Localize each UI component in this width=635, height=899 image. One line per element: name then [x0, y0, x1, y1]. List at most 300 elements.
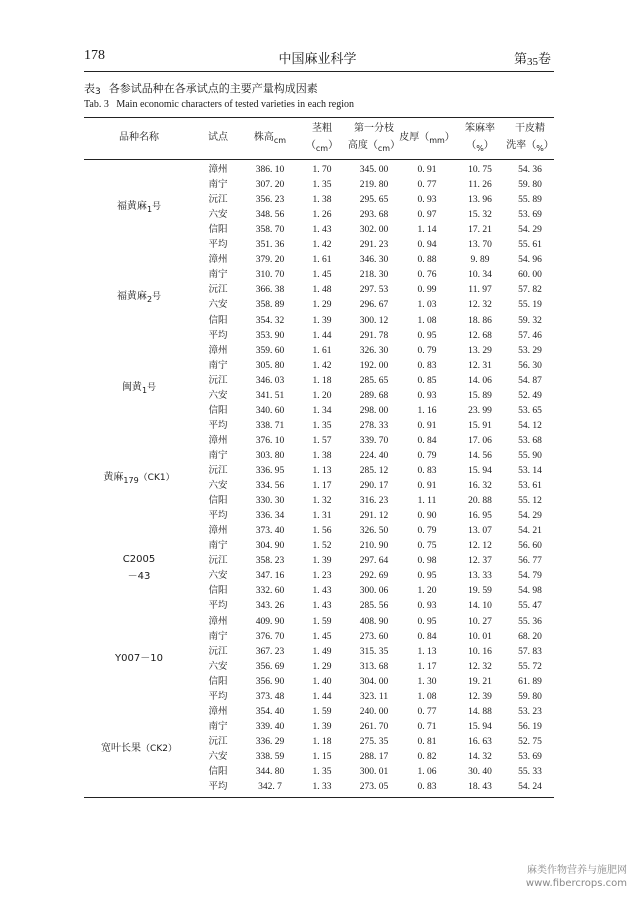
- volume-label: [514, 48, 551, 68]
- cell-site: 六安: [208, 299, 228, 311]
- cell-stem: 1. 70: [312, 165, 332, 175]
- cell-site: 信阳: [208, 585, 228, 597]
- cell-bark: 0. 81: [417, 736, 437, 747]
- cell-height: 305. 80: [255, 360, 285, 371]
- cell-dry: 56. 60: [518, 541, 542, 552]
- cell-height: 376. 70: [255, 631, 285, 642]
- cell-stem: 1. 32: [312, 496, 332, 507]
- cell-stem: 1. 35: [312, 767, 332, 777]
- cell-stem: 1. 39: [312, 556, 332, 567]
- cell-height: 344. 80: [255, 767, 285, 777]
- cell-fiber: 13. 29: [468, 345, 492, 356]
- cell-fiber: 11. 26: [468, 180, 492, 191]
- cell-site: 六安: [208, 660, 228, 672]
- cell-height: 373. 48: [255, 691, 285, 702]
- variety-name-main: 宽叶长果: [101, 742, 142, 754]
- table-header-rule: [84, 159, 554, 160]
- cell-height: 351. 36: [255, 240, 285, 251]
- variety-name-main: 黄麻: [103, 472, 124, 484]
- cell-bark: 1. 16: [417, 405, 437, 416]
- cell-site: 沅江: [208, 374, 228, 386]
- variety-name-suffix: 号: [152, 292, 162, 303]
- cell-branch: 285. 12: [359, 466, 389, 476]
- cell-site: 漳州: [208, 615, 228, 627]
- cell-fiber: 13. 33: [468, 571, 492, 582]
- cell-dry: 56. 30: [518, 360, 542, 371]
- cell-fiber: 10. 27: [468, 616, 492, 627]
- cell-fiber: 12. 68: [468, 330, 492, 341]
- journal-title: 中国麻业科学: [278, 52, 357, 67]
- variety-name-suffix: （CK1）: [138, 473, 175, 484]
- col-stem: 茎粗 $(_{cm})$: [305, 123, 339, 153]
- table-top-rule: [84, 117, 554, 118]
- cell-site: 南宁: [208, 269, 228, 281]
- variety-name: [84, 200, 194, 217]
- cell-branch: 346. 30: [359, 255, 389, 266]
- cell-height: 348. 56: [255, 210, 285, 221]
- cell-bark: 0. 71: [417, 721, 437, 732]
- cell-branch: 298. 00: [359, 405, 389, 416]
- cell-bark: 0. 91: [417, 420, 437, 431]
- cell-branch: 300. 12: [359, 315, 389, 326]
- cell-height: 339. 40: [255, 721, 285, 732]
- col-branch-label-2: 高度: [347, 140, 368, 151]
- cell-dry: 55. 36: [518, 616, 542, 627]
- cell-site: 信阳: [208, 495, 228, 507]
- cell-fiber: 18. 86: [468, 315, 492, 326]
- cell-site: 信阳: [208, 404, 228, 416]
- cell-bark: 0. 95: [417, 616, 437, 627]
- cell-branch: 326. 50: [359, 526, 389, 537]
- cell-site: 沅江: [208, 645, 228, 657]
- cell-site: 漳州: [208, 525, 228, 537]
- col-site: [196, 129, 240, 146]
- variety-name-sub: 1: [141, 385, 148, 395]
- cell-branch: 300. 01: [359, 767, 389, 777]
- cell-site: 南宁: [208, 179, 228, 191]
- cell-fiber: 11. 97: [468, 285, 492, 296]
- cell-branch: 289. 68: [359, 390, 389, 401]
- cell-stem: 1. 44: [312, 691, 332, 702]
- variety-name-suffix: 号: [147, 382, 157, 393]
- cell-stem: 1. 43: [312, 586, 332, 597]
- cell-bark: 1. 13: [417, 646, 437, 657]
- cell-bark: 0. 99: [417, 285, 437, 296]
- cell-fiber: 13. 70: [468, 240, 492, 251]
- cell-stem: 1. 31: [312, 511, 332, 522]
- cell-bark: 0. 91: [417, 481, 437, 492]
- col-bark-unit: mm: [429, 136, 445, 145]
- cell-height: 373. 40: [255, 526, 285, 537]
- cell-branch: 345. 00: [359, 165, 389, 175]
- cell-site: 沅江: [208, 194, 228, 206]
- cell-height: 304. 90: [255, 541, 285, 552]
- cell-stem: 1. 23: [312, 571, 332, 582]
- cell-dry: 55. 12: [518, 496, 542, 507]
- variety-name-main: 福黄麻: [116, 201, 147, 213]
- cell-fiber: 12. 32: [468, 300, 492, 311]
- cell-stem: 1. 39: [312, 721, 332, 732]
- cell-branch: 302. 00: [359, 225, 389, 236]
- cell-fiber: 14. 88: [468, 706, 492, 717]
- cell-fiber: 10. 75: [468, 165, 492, 175]
- cell-dry: 55. 47: [518, 601, 542, 612]
- cell-bark: 0. 93: [417, 195, 437, 206]
- cell-branch: 192. 00: [359, 360, 389, 371]
- cell-dry: 55. 72: [518, 661, 542, 672]
- col-bark: 皮厚$(_{mm})$: [399, 132, 455, 145]
- col-fiber-unit: %: [476, 144, 484, 153]
- cell-branch: 291. 12: [359, 511, 389, 522]
- table-caption-en: Tab. 3 Main economic characters of tested varieties in each region: [84, 99, 355, 110]
- cell-stem: 1. 43: [312, 601, 332, 612]
- cell-height: 353. 90: [255, 330, 285, 341]
- cell-stem: 1. 17: [312, 481, 332, 492]
- cell-height: 358. 70: [255, 225, 285, 236]
- col-dry: 干皮精 洗率$(_{\%})$: [506, 123, 554, 153]
- cell-branch: 278. 33: [359, 420, 389, 431]
- cell-bark: 1. 14: [417, 225, 437, 236]
- cell-bark: 0. 82: [417, 751, 437, 762]
- cell-dry: 54. 79: [518, 571, 542, 582]
- cell-bark: 0. 77: [417, 180, 437, 191]
- cell-height: 338. 71: [255, 420, 285, 431]
- cell-site: 平均: [208, 690, 228, 702]
- cell-branch: 297. 53: [359, 285, 389, 296]
- cell-site: 南宁: [208, 540, 228, 552]
- cell-fiber: 12. 39: [468, 691, 492, 702]
- cell-site: 六安: [208, 750, 228, 762]
- cell-dry: 57. 46: [518, 330, 542, 341]
- cell-site: 漳州: [208, 164, 228, 175]
- cell-branch: 285. 65: [359, 375, 389, 386]
- cell-bark: 0. 95: [417, 571, 437, 582]
- cell-dry: 56. 19: [518, 721, 542, 732]
- variety-name-main: C2005: [122, 554, 156, 566]
- caption-prefix: 表: [84, 82, 95, 95]
- variety-name: [84, 471, 194, 488]
- cell-fiber: 15. 94: [468, 466, 492, 476]
- cell-fiber: 10. 01: [468, 631, 492, 642]
- cell-site: 六安: [208, 209, 228, 221]
- cell-site: 信阳: [208, 224, 228, 236]
- cell-bark: 0. 90: [417, 511, 437, 522]
- cell-branch: 288. 17: [359, 751, 389, 762]
- cell-site: 六安: [208, 480, 228, 492]
- cell-height: 330. 30: [255, 496, 285, 507]
- cell-dry: 54. 98: [518, 586, 542, 597]
- col-branch-label: 第一分枝: [354, 123, 394, 134]
- cell-fiber: 9. 89: [470, 255, 490, 266]
- col-fiber: 笨麻率 $(_{\%})$: [465, 123, 495, 153]
- cell-fiber: 10. 16: [468, 646, 492, 657]
- col-branch-unit: cm: [377, 144, 391, 153]
- cell-fiber: 16. 95: [468, 511, 492, 522]
- cell-dry: 61. 89: [518, 676, 542, 687]
- cell-fiber: 16. 63: [468, 736, 492, 747]
- cell-branch: 315. 35: [359, 646, 389, 657]
- cell-site: 漳州: [208, 254, 228, 266]
- cell-site: 信阳: [208, 766, 228, 777]
- cell-stem: 1. 26: [312, 210, 332, 221]
- cell-site: 六安: [208, 389, 228, 401]
- cell-site: 南宁: [208, 720, 228, 732]
- cell-branch: 297. 64: [359, 556, 389, 567]
- cell-stem: 1. 59: [312, 616, 332, 627]
- cell-stem: 1. 42: [312, 240, 332, 251]
- cell-site: 平均: [208, 781, 228, 793]
- cell-dry: 54. 29: [518, 225, 542, 236]
- watermark-line-1: 麻类作物营养与施肥网: [527, 865, 627, 876]
- cell-height: 338. 59: [255, 751, 285, 762]
- variety-name-suffix: （CK2）: [141, 743, 177, 754]
- cell-height: 336. 34: [255, 511, 285, 522]
- cell-branch: 304. 00: [359, 676, 389, 687]
- table-bottom-rule: [84, 797, 554, 798]
- cell-dry: 54. 29: [518, 511, 542, 522]
- cell-bark: 0. 84: [417, 631, 437, 642]
- volume-suffix: 卷: [537, 52, 551, 67]
- cell-site: 漳州: [208, 344, 228, 356]
- cell-branch: 408. 90: [359, 616, 389, 627]
- cell-site: 南宁: [208, 449, 228, 461]
- cell-site: 漳州: [208, 434, 228, 446]
- cell-height: 334. 56: [255, 481, 285, 492]
- cell-stem: 1. 18: [312, 375, 332, 386]
- cell-site: 信阳: [208, 314, 228, 326]
- cell-dry: 59. 80: [518, 691, 542, 702]
- cell-branch: 326. 30: [359, 345, 389, 356]
- variety-name: [84, 742, 194, 759]
- col-height: [240, 129, 300, 149]
- cell-fiber: 14. 06: [468, 375, 492, 386]
- page-number: 178: [84, 48, 105, 63]
- cell-stem: 1. 42: [312, 360, 332, 371]
- cell-branch: 240. 00: [359, 706, 389, 717]
- cell-fiber: 30. 40: [468, 767, 492, 777]
- cell-dry: 55. 89: [518, 195, 542, 206]
- cell-height: 303. 80: [255, 450, 285, 461]
- variety-name: [84, 652, 194, 669]
- cell-stem: 1. 29: [312, 661, 332, 672]
- cell-stem: 1. 56: [312, 526, 332, 537]
- variety-name-sub: 1: [146, 205, 153, 215]
- cell-branch: 291. 23: [359, 240, 389, 251]
- cell-fiber: 18. 43: [468, 782, 492, 793]
- cell-dry: 53. 29: [518, 345, 542, 356]
- cell-dry: 55. 19: [518, 300, 542, 311]
- cell-branch: 261. 70: [359, 721, 389, 732]
- site-watermark: [526, 864, 627, 890]
- cell-site: 六安: [208, 570, 228, 582]
- variety-name: [84, 381, 194, 398]
- cell-height: 386. 10: [255, 165, 285, 175]
- cell-stem: 1. 61: [312, 345, 332, 356]
- cell-dry: 60. 00: [518, 270, 542, 281]
- cell-height: 342. 7: [258, 782, 282, 793]
- cell-height: 354. 32: [255, 315, 285, 326]
- cell-dry: 54. 87: [518, 375, 542, 386]
- cell-height: 356. 90: [255, 676, 285, 687]
- variety-name-sub: 2: [146, 295, 153, 305]
- cell-stem: 1. 45: [312, 631, 332, 642]
- cell-site: 沅江: [208, 555, 228, 567]
- variety-name-sub: 179: [123, 476, 139, 486]
- cell-branch: 292. 69: [359, 571, 389, 582]
- cell-height: 307. 20: [255, 180, 285, 191]
- cell-stem: 1. 34: [312, 405, 332, 416]
- cell-site: 漳州: [208, 705, 228, 717]
- cell-dry: 53. 69: [518, 751, 542, 762]
- cell-height: 358. 23: [255, 556, 285, 567]
- cell-fiber: 12. 31: [468, 360, 492, 371]
- variety-name-main: 闽黄: [121, 381, 142, 393]
- cell-height: 354. 40: [255, 706, 285, 717]
- cell-fiber: 16. 32: [468, 481, 492, 492]
- cell-stem: 1. 57: [312, 435, 332, 446]
- cell-bark: 0. 97: [417, 210, 437, 221]
- header-rule: [84, 71, 554, 72]
- cell-fiber: 14. 10: [468, 601, 492, 612]
- cell-stem: 1. 33: [312, 782, 332, 793]
- cell-dry: 52. 49: [518, 390, 542, 401]
- cell-branch: 285. 56: [359, 601, 389, 612]
- cell-dry: 53. 23: [518, 706, 542, 717]
- cell-bark: 0. 83: [417, 466, 437, 476]
- cell-branch: 290. 17: [359, 481, 389, 492]
- cell-dry: 52. 75: [518, 736, 542, 747]
- cell-bark: 0. 79: [417, 526, 437, 537]
- cell-dry: 59. 32: [518, 315, 542, 326]
- cell-site: 平均: [208, 329, 228, 341]
- cell-height: 366. 38: [255, 285, 285, 296]
- cell-stem: 1. 38: [312, 195, 332, 206]
- cell-branch: 291. 78: [359, 330, 389, 341]
- cell-branch: 210. 90: [359, 541, 389, 552]
- cell-fiber: 20. 88: [468, 496, 492, 507]
- cell-fiber: 13. 07: [468, 526, 492, 537]
- cell-fiber: 23. 99: [468, 405, 492, 416]
- cell-fiber: 15. 91: [468, 420, 492, 431]
- cell-bark: 1. 17: [417, 661, 437, 672]
- cell-stem: 1. 44: [312, 330, 332, 341]
- cell-bark: 0. 76: [417, 270, 437, 281]
- col-variety-label: 品种名称: [119, 132, 159, 143]
- cell-dry: 53. 61: [518, 481, 542, 492]
- cell-height: 358. 89: [255, 300, 285, 311]
- cell-height: 336. 29: [255, 736, 285, 747]
- cell-site: 沅江: [208, 735, 228, 747]
- cell-dry: 53. 14: [518, 466, 542, 476]
- cell-fiber: 15. 94: [468, 721, 492, 732]
- variety-name: [84, 553, 194, 584]
- cell-bark: 0. 88: [417, 255, 437, 266]
- cell-stem: 1. 61: [312, 255, 332, 266]
- cell-site: 平均: [208, 419, 228, 431]
- cell-bark: 1. 06: [417, 767, 437, 777]
- cell-fiber: 12. 37: [468, 556, 492, 567]
- cell-fiber: 17. 06: [468, 435, 492, 446]
- cell-stem: 1. 43: [312, 225, 332, 236]
- col-dry-label: 干皮精: [515, 123, 545, 134]
- cell-height: 376. 10: [255, 435, 285, 446]
- cell-site: 沅江: [208, 284, 228, 296]
- cell-branch: 300. 06: [359, 586, 389, 597]
- cell-dry: 53. 65: [518, 405, 542, 416]
- cell-height: 356. 69: [255, 661, 285, 672]
- cell-dry: 54. 96: [518, 255, 542, 266]
- cell-branch: 293. 68: [359, 210, 389, 221]
- watermark-line-2: www.fibercrops.com: [525, 878, 627, 889]
- cell-stem: 1. 35: [312, 180, 332, 191]
- cell-bark: 0. 79: [417, 450, 437, 461]
- cell-branch: 316. 23: [359, 496, 389, 507]
- cell-bark: 1. 30: [417, 676, 437, 687]
- volume-prefix: 第: [513, 52, 527, 67]
- cell-stem: 1. 15: [312, 751, 332, 762]
- cell-height: 332. 60: [255, 586, 285, 597]
- cell-bark: 1. 08: [417, 691, 437, 702]
- cell-bark: 0. 83: [417, 360, 437, 371]
- caption-number: 3: [95, 87, 101, 97]
- cell-stem: 1. 45: [312, 270, 332, 281]
- cell-stem: 1. 20: [312, 390, 332, 401]
- cell-height: 341. 51: [255, 390, 285, 401]
- cell-dry: 55. 90: [518, 450, 542, 461]
- cell-dry: 54. 12: [518, 420, 542, 431]
- cell-bark: 0. 94: [417, 240, 437, 251]
- cell-site: 平均: [208, 239, 228, 251]
- cell-fiber: 12. 32: [468, 661, 492, 672]
- cell-height: 346. 03: [255, 375, 285, 386]
- cell-height: 379. 20: [255, 255, 285, 266]
- col-stem-unit: cm: [315, 144, 329, 153]
- cell-stem: 1. 52: [312, 541, 332, 552]
- cell-fiber: 19. 21: [468, 676, 492, 687]
- cell-fiber: 14. 32: [468, 751, 492, 762]
- cell-bark: 0. 79: [417, 345, 437, 356]
- cell-stem: 1. 29: [312, 300, 332, 311]
- cell-site: 平均: [208, 600, 228, 612]
- cell-dry: 56. 77: [518, 556, 542, 567]
- col-variety: [84, 129, 194, 146]
- cell-dry: 53. 69: [518, 210, 542, 221]
- cell-branch: 313. 68: [359, 661, 389, 672]
- cell-height: 336. 95: [255, 466, 285, 476]
- cell-bark: 1. 11: [417, 496, 437, 507]
- cell-branch: 295. 65: [359, 195, 389, 206]
- cell-dry: 68. 20: [518, 631, 542, 642]
- cell-fiber: 15. 32: [468, 210, 492, 221]
- cell-fiber: 13. 96: [468, 195, 492, 206]
- cell-dry: 55. 61: [518, 240, 542, 251]
- cell-height: 310. 70: [255, 270, 285, 281]
- cell-bark: 0. 75: [417, 541, 437, 552]
- cell-branch: 219. 80: [359, 180, 389, 191]
- cell-branch: 224. 40: [359, 450, 389, 461]
- cell-height: 347. 16: [255, 571, 285, 582]
- cell-stem: 1. 39: [312, 315, 332, 326]
- cell-bark: 0. 98: [417, 556, 437, 567]
- cell-branch: 323. 11: [359, 691, 389, 702]
- cell-bark: 1. 20: [417, 586, 437, 597]
- cell-fiber: 15. 89: [468, 390, 492, 401]
- cell-dry: 57. 83: [518, 646, 542, 657]
- col-height-unit: cm: [273, 136, 287, 145]
- cell-site: 南宁: [208, 359, 228, 371]
- cell-height: 340. 60: [255, 405, 285, 416]
- cell-stem: 1. 35: [312, 420, 332, 431]
